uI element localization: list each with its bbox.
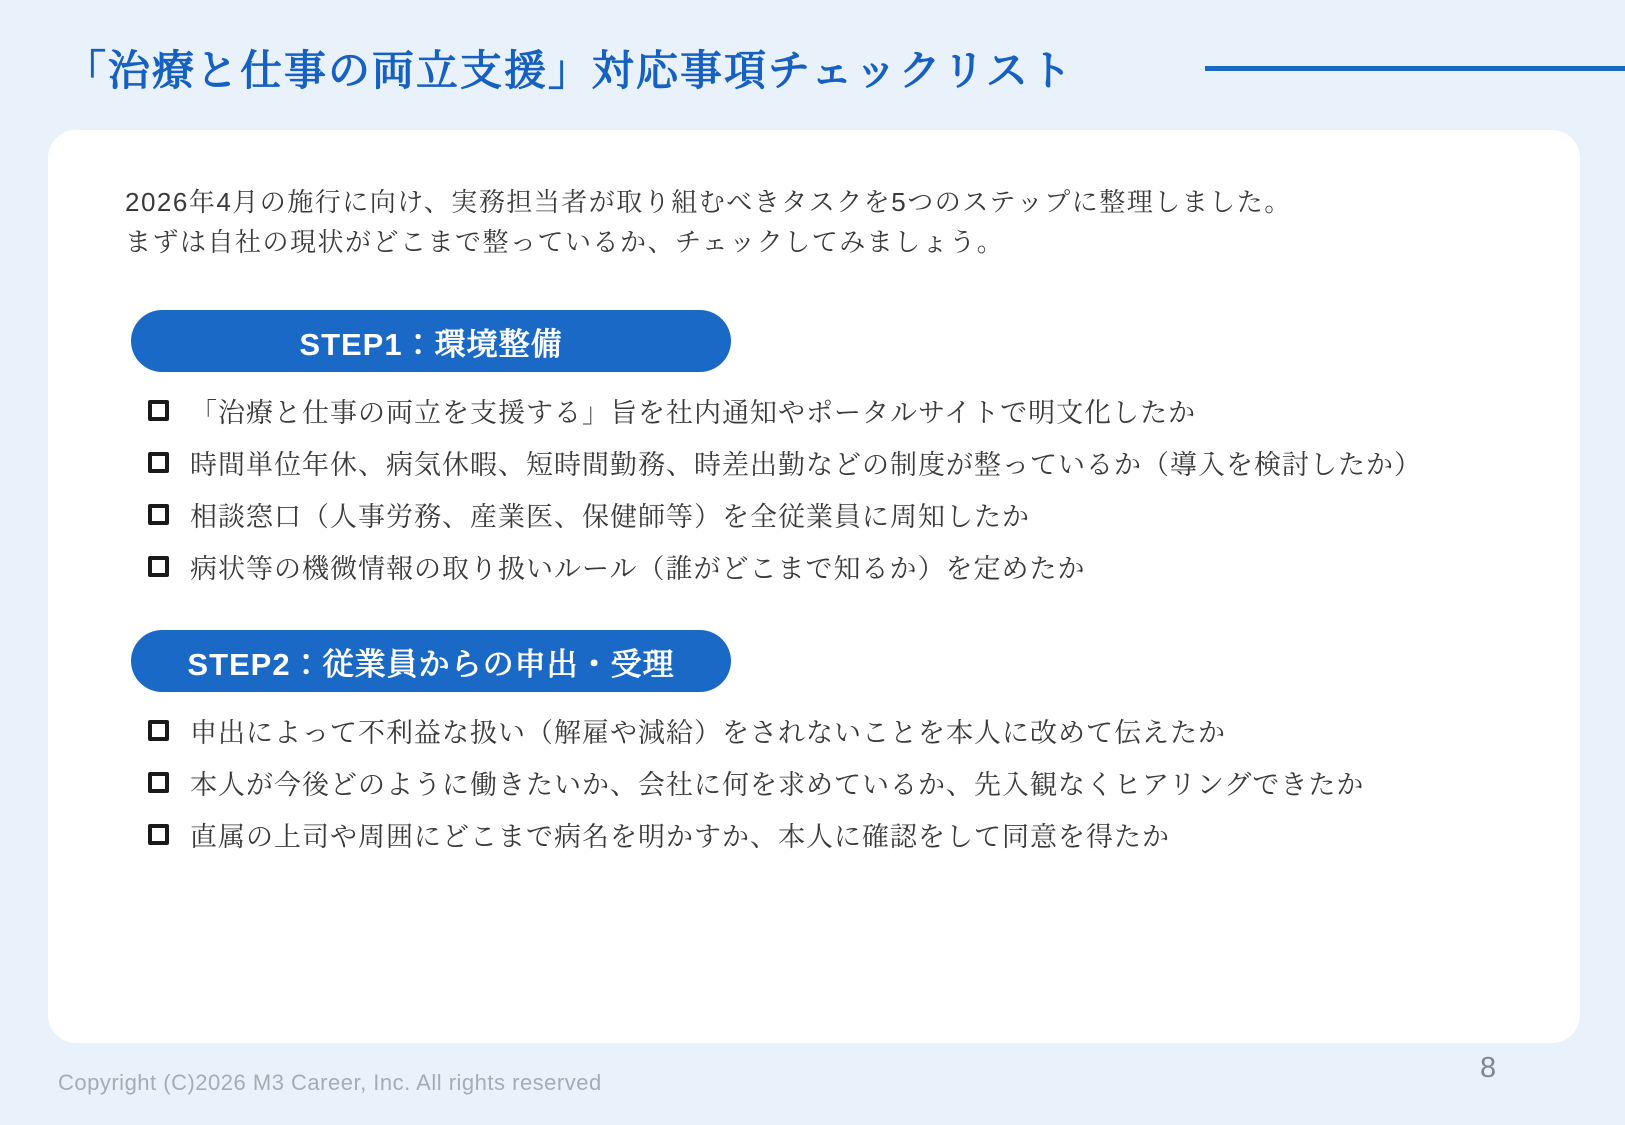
- checklist-item: [148, 384, 1422, 436]
- checklist-item-text: 相談窓口（人事労務、産業医、保健師等）を全従業員に周知したか: [190, 501, 1030, 532]
- intro-text: [125, 182, 1292, 262]
- page-title: 「治療と仕事の両立支援」対応事項チェックリスト: [64, 47, 1074, 94]
- checklist-item-text: 時間単位年休、病気休暇、短時間勤務、時差出勤などの制度が整っているか（導入を検討したか）: [190, 449, 1422, 480]
- checklist-item: [148, 540, 1422, 592]
- check-list: [148, 704, 1422, 860]
- checklist-item: [148, 704, 1422, 756]
- intro-line-1: 2026年4月の施行に向け、実務担当者が取り組むべきタスクを5つのステップに整理しました。: [125, 187, 1292, 217]
- step-section: [131, 310, 1422, 592]
- copyright-text: Copyright (C)2026 M3 Career, Inc. All rights reserved: [58, 1070, 602, 1095]
- checklist-item-text: 直属の上司や周囲にどこまで病名を明かすか、本人に確認をして同意を得たか: [190, 821, 1170, 852]
- checkbox-icon: [148, 400, 169, 421]
- checklist-item: [148, 488, 1422, 540]
- title-rule: [1205, 66, 1625, 71]
- step-pill-1: [131, 310, 731, 372]
- step-section: [131, 630, 1422, 860]
- checkbox-icon: [148, 452, 169, 473]
- content-card: [48, 130, 1580, 1043]
- checklist-item-text: 「治療と仕事の両立を支援する」旨を社内通知やポータルサイトで明文化したか: [190, 397, 1197, 428]
- checklist-item: [148, 436, 1422, 488]
- checkbox-icon: [148, 720, 169, 741]
- step-label: STEP1：環境整備: [299, 326, 563, 362]
- checkbox-icon: [148, 772, 169, 793]
- checkbox-icon: [148, 824, 169, 845]
- check-list: [148, 384, 1422, 592]
- checklist-item-text: 申出によって不利益な扱い（解雇や減給）をされないことを本人に改めて伝えたか: [190, 717, 1226, 748]
- intro-line-2: まずは自社の現状がどこまで整っているか、チェックしてみましょう。: [125, 227, 1005, 257]
- checkbox-icon: [148, 556, 169, 577]
- checkbox-icon: [148, 504, 169, 525]
- checklist-item-text: 病状等の機微情報の取り扱いルール（誰がどこまで知るか）を定めたか: [190, 553, 1086, 584]
- checklist-item: [148, 756, 1422, 808]
- step-sections: [131, 310, 1422, 860]
- step-pill-2: [131, 630, 731, 692]
- step-label: STEP2：従業員からの申出・受理: [187, 646, 675, 682]
- checklist-item-text: 本人が今後どのように働きたいか、会社に何を求めているか、先入観なくヒアリングできたか: [190, 769, 1365, 800]
- page-number: 8: [1480, 1052, 1497, 1084]
- checklist-item: [148, 808, 1422, 860]
